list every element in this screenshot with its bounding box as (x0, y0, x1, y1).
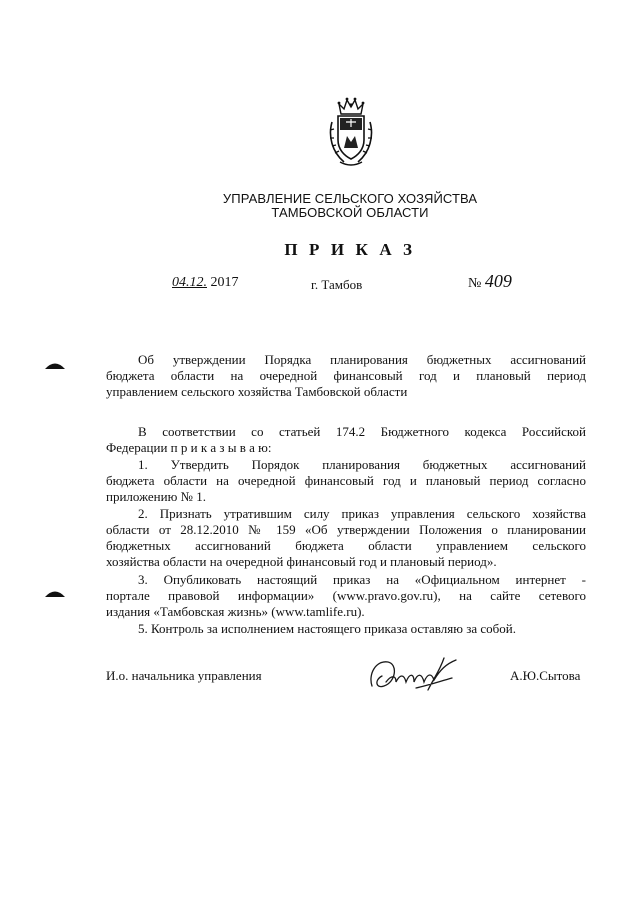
number-label: № (468, 276, 482, 291)
document-title: П Р И К А З (284, 240, 416, 259)
document-number (468, 273, 512, 292)
date-year: 2017 (210, 275, 239, 290)
intro-line (106, 439, 586, 456)
item2-line: 2. Признать утратившим силу приказ управления сельского хозяйства (138, 506, 586, 521)
handwritten-signature (366, 652, 462, 696)
item2-line: бюджетных ассигнований бюджета области управлением сельского (106, 538, 586, 553)
number-handwritten: 409 (484, 271, 512, 291)
item3-line: издания «Тамбовская жизнь» (www.tamlife.ru). (106, 604, 365, 619)
order-command: п р и к а з ы в а ю: (170, 440, 272, 455)
organization-name-line1: УПРАВЛЕНИЕ СЕЛЬСКОГО ХОЗЯЙСТВА (222, 191, 478, 206)
subject-line: Об утверждении Порядка планирования бюджетных ассигнований (138, 352, 586, 367)
signatory-position: И.о. начальника управления (106, 668, 262, 683)
item2-line: хозяйства области на очередной финансовый год и плановый период». (106, 554, 497, 569)
item3-line: портале правовой информации» (www.pravo.gov.ru), на сайте сетевого (106, 588, 586, 603)
item3-line: 3. Опубликовать настоящий приказ на «Официальном интернет - (138, 572, 586, 587)
document-date (172, 274, 239, 291)
binding-hole-mark (44, 360, 66, 370)
item1-line: приложению № 1. (106, 489, 206, 504)
document-city: г. Тамбов (311, 277, 363, 292)
intro-line: В соответствии со статьей 174.2 Бюджетного кодекса Российской (138, 424, 586, 439)
coat-of-arms-emblem (326, 96, 376, 168)
date-handwritten: 04.12. (172, 275, 207, 290)
item1-line: 1. Утвердить Порядок планирования бюджетных ассигнований (138, 457, 586, 472)
subject-line: бюджета области на очередной финансовый год и плановый период (106, 368, 586, 383)
organization-name-line2: ТАМБОВСКОЙ ОБЛАСТИ (271, 205, 429, 220)
item2-line: области от 28.12.2010 № 159 «Об утверждении Положения о планировании (106, 522, 586, 537)
subject-line: управлением сельского хозяйства Тамбовской области (106, 384, 408, 399)
item1-line: бюджета области на очередной финансовый год и плановый период согласно (106, 473, 586, 488)
signatory-name: А.Ю.Сытова (510, 668, 581, 683)
intro-prefix: Федерации (106, 440, 171, 455)
binding-hole-mark (44, 588, 66, 598)
item4-line: 5. Контроль за исполнением настоящего приказа оставляю за собой. (138, 621, 516, 636)
